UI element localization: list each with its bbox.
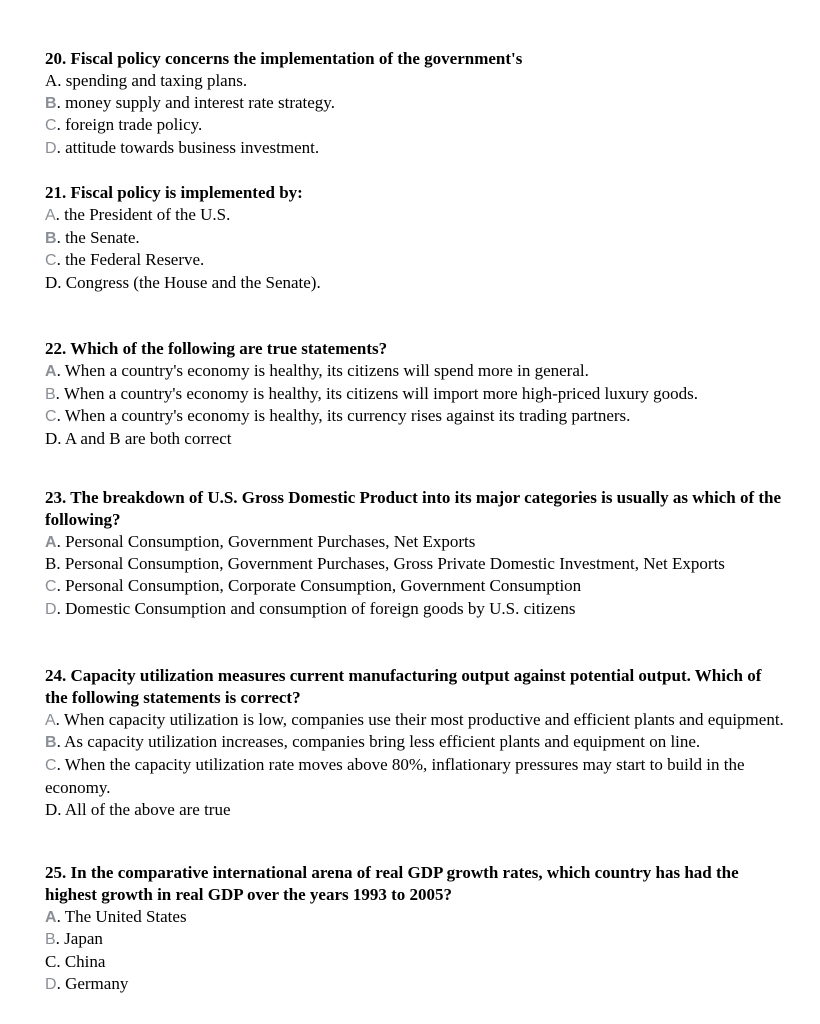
option-c: [45, 249, 785, 272]
option-text: . When a country's economy is healthy, its currency rises against its trading partners.: [56, 406, 631, 426]
question-title: 22. Which of the following are true statements?: [45, 339, 388, 358]
option-text: . Personal Consumption, Corporate Consumption, Government Consumption: [56, 576, 582, 596]
option-b: [45, 227, 785, 250]
option-text: . Personal Consumption, Government Purchases, Gross Private Domestic Investment, Net Exports: [56, 554, 725, 574]
option-text: . Germany: [56, 973, 129, 993]
option-a: [45, 360, 785, 383]
option-letter: A: [45, 362, 57, 380]
option-d: [45, 137, 785, 160]
option-a: [45, 70, 785, 92]
option-text: . As capacity utilization increases, companies bring less efficient plants and equipment on line.: [56, 732, 701, 752]
question-title: 21. Fiscal policy is implemented by:: [45, 183, 303, 202]
option-c: [45, 405, 785, 428]
question-25: [45, 862, 785, 996]
option-text: . the President of the U.S.: [55, 204, 231, 224]
option-text: . Japan: [55, 929, 103, 949]
option-a: [45, 204, 785, 227]
option-text: . spending and taxing plans.: [57, 70, 248, 90]
option-letter: B: [45, 734, 57, 752]
option-d: [45, 973, 785, 996]
option-letter: D: [45, 273, 58, 293]
question-title: 25. In the comparative international arena of real GDP growth rates, which country has had the highest growth in real GDP over the years 1993 to 2005?: [45, 863, 739, 904]
question-23: [45, 487, 785, 621]
option-text: . When a country's economy is healthy, its citizens will import more high-priced luxury goods.: [55, 383, 698, 403]
option-text: . The United States: [56, 906, 187, 926]
option-d: [45, 428, 785, 450]
option-letter: A: [45, 206, 56, 224]
option-text: . When a country's economy is healthy, its citizens will spend more in general.: [56, 360, 589, 380]
option-text: . When capacity utilization is low, companies use their most productive and efficient plants and equipment.: [55, 709, 784, 729]
option-b: [45, 553, 785, 575]
option-letter: B: [45, 385, 56, 403]
option-text: . When the capacity utilization rate moves above 80%, inflationary pressures may start to build in the economy.: [45, 755, 745, 797]
option-b: [45, 92, 785, 115]
option-text: . money supply and interest rate strategy.: [56, 92, 335, 112]
option-c: [45, 575, 785, 598]
option-b: [45, 731, 785, 754]
option-letter: C: [45, 408, 57, 426]
option-d: [45, 272, 785, 294]
option-letter: C: [45, 757, 57, 775]
question-title: 23. The breakdown of U.S. Gross Domestic Product into its major categories is usually as which of the following?: [45, 488, 782, 529]
question-21: [45, 182, 785, 294]
option-text: . foreign trade policy.: [56, 115, 203, 135]
option-letter: C: [45, 252, 57, 270]
option-d: [45, 799, 785, 821]
question-24: [45, 665, 785, 821]
option-letter: C: [45, 578, 57, 596]
option-text: . A and B are both correct: [57, 429, 232, 449]
option-letter: D: [45, 140, 57, 158]
option-a: [45, 709, 785, 732]
option-letter: B: [45, 554, 57, 574]
option-c: [45, 114, 785, 137]
option-text: . the Senate.: [56, 227, 140, 247]
option-a: [45, 906, 785, 929]
option-letter: D: [45, 799, 58, 819]
option-letter: B: [45, 94, 57, 112]
option-text: . the Federal Reserve.: [56, 250, 205, 270]
option-letter: B: [45, 229, 57, 247]
option-letter: D: [45, 429, 58, 449]
option-letter: A: [45, 70, 58, 90]
question-20: [45, 48, 785, 160]
option-letter: C: [45, 952, 57, 972]
option-text: . China: [56, 952, 106, 972]
option-text: . Personal Consumption, Government Purchases, Net Exports: [56, 531, 476, 551]
option-letter: A: [45, 908, 57, 926]
question-22: [45, 338, 785, 450]
option-letter: A: [45, 711, 56, 729]
option-c: [45, 951, 785, 973]
option-letter: D: [45, 600, 57, 618]
option-letter: C: [45, 117, 57, 135]
option-text: . attitude towards business investment.: [56, 138, 320, 158]
option-text: . Congress (the House and the Senate).: [57, 273, 321, 293]
option-letter: D: [45, 975, 57, 993]
option-b: [45, 383, 785, 406]
option-text: . All of the above are true: [57, 799, 231, 819]
option-d: [45, 598, 785, 621]
option-text: . Domestic Consumption and consumption of foreign goods by U.S. citizens: [56, 598, 576, 618]
option-b: [45, 928, 785, 951]
question-title: 20. Fiscal policy concerns the implementation of the government's: [45, 49, 523, 68]
question-title: 24. Capacity utilization measures current manufacturing output against potential output. Which of the following statements is correct?: [45, 666, 762, 707]
option-c: [45, 754, 785, 799]
option-letter: B: [45, 931, 56, 949]
option-a: [45, 531, 785, 554]
option-letter: A: [45, 533, 57, 551]
